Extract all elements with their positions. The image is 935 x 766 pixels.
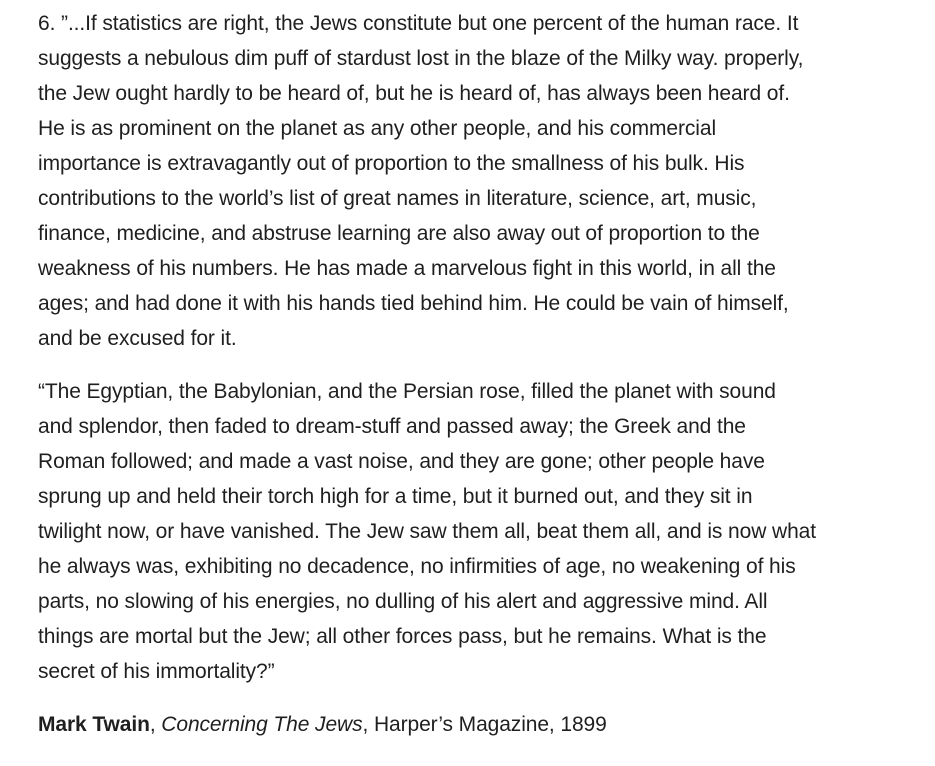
quote-line: “The Egyptian, the Babylonian, and the Persian rose, filled the planet with sound	[38, 380, 776, 403]
quote-line: Roman followed; and made a vast noise, and they are gone; other people have	[38, 450, 765, 473]
quote-line: he always was, exhibiting no decadence, no infirmities of age, no weakening of his	[38, 555, 796, 578]
quote-line: things are mortal but the Jew; all other forces pass, but he remains. What is the	[38, 625, 767, 648]
citation-separator: ,	[149, 713, 162, 736]
quote-line: importance is extravagantly out of proportion to the smallness of his bulk. His	[38, 152, 745, 175]
quote-paragraph-2	[38, 374, 930, 689]
quote-line: twilight now, or have vanished. The Jew saw them all, beat them all, and is now what	[38, 520, 816, 543]
citation-separator: ,	[362, 713, 374, 736]
citation-publication: Harper’s Magazine, 1899	[373, 713, 607, 736]
citation-author: Mark Twain	[38, 713, 150, 736]
quote-line: and splendor, then faded to dream-stuff and passed away; the Greek and the	[38, 415, 746, 438]
quote-line: weakness of his numbers. He has made a marvelous fight in this world, in all the	[38, 257, 776, 280]
quote-line: and be excused for it.	[38, 327, 237, 350]
quote-line: ages; and had done it with his hands tied behind him. He could be vain of himself,	[38, 292, 789, 315]
quote-line: finance, medicine, and abstruse learning are also away out of proportion to the	[38, 222, 760, 245]
quote-line: secret of his immortality?”	[38, 660, 275, 683]
quote-document	[38, 6, 930, 742]
quote-line: sprung up and held their torch high for a time, but it burned out, and they sit in	[38, 485, 753, 508]
citation-work-title: Concerning The Jews	[161, 713, 363, 736]
quote-line: contributions to the world’s list of great names in literature, science, art, music,	[38, 187, 757, 210]
citation	[38, 707, 930, 742]
quote-paragraph-1	[38, 6, 930, 356]
quote-line: the Jew ought hardly to be heard of, but he is heard of, has always been heard of.	[38, 82, 790, 105]
quote-line: suggests a nebulous dim puff of stardust lost in the blaze of the Milky way. properly,	[38, 47, 804, 70]
quote-line: 6. ”...If statistics are right, the Jews constitute but one percent of the human race. It	[38, 12, 799, 35]
quote-line: parts, no slowing of his energies, no dulling of his alert and aggressive mind. All	[38, 590, 768, 613]
quote-line: He is as prominent on the planet as any other people, and his commercial	[38, 117, 717, 140]
